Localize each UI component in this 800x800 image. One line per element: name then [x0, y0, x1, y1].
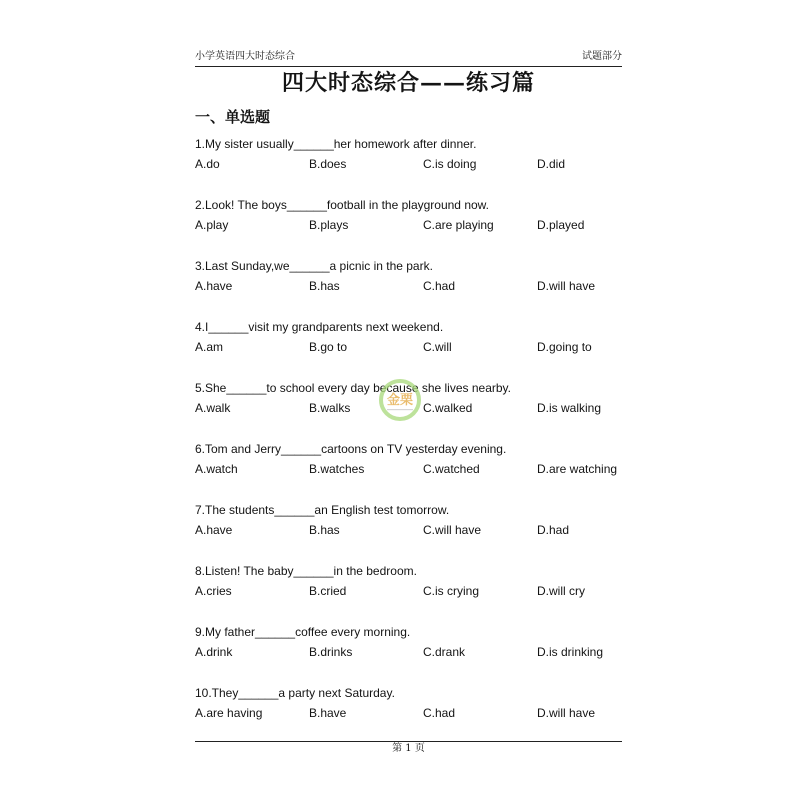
- option-a: A.are having: [195, 706, 263, 720]
- option-a: A.do: [195, 157, 220, 171]
- question-2: [195, 195, 635, 256]
- question-stem: 9.My father______coffee every morning.: [195, 625, 411, 639]
- options-row: [195, 337, 635, 357]
- section-heading: 一、单选题: [195, 108, 271, 126]
- option-b: B.does: [309, 157, 347, 171]
- option-c: C.is crying: [423, 584, 480, 598]
- option-b: B.have: [309, 706, 347, 720]
- option-a: A.have: [195, 279, 233, 293]
- option-a: A.walk: [195, 401, 231, 415]
- option-a: A.cries: [195, 584, 232, 598]
- question-9: [195, 622, 635, 683]
- question-stem: 5.She______to school every day because she lives nearby.: [195, 381, 511, 395]
- question-10: [195, 683, 635, 744]
- option-a: A.play: [195, 218, 229, 232]
- option-c: C.watched: [423, 462, 480, 476]
- option-a: A.have: [195, 523, 233, 537]
- question-stem: 7.The students______an English test tomorrow.: [195, 503, 450, 517]
- option-d: D.will cry: [537, 584, 585, 598]
- option-a: A.am: [195, 340, 224, 354]
- header-left-text: 小学英语四大时态综合: [195, 51, 295, 62]
- options-row: [195, 459, 635, 479]
- options-row: [195, 276, 635, 296]
- question-list: [195, 134, 635, 744]
- question-stem: 8.Listen! The baby______in the bedroom.: [195, 564, 417, 578]
- option-c: C.had: [423, 706, 456, 720]
- option-b: B.has: [309, 523, 340, 537]
- option-c: C.will: [423, 340, 452, 354]
- question-stem: 4.I______visit my grandparents next weekend.: [195, 320, 444, 334]
- question-7: [195, 500, 635, 561]
- question-stem: 10.They______a party next Saturday.: [195, 686, 395, 700]
- option-a: A.drink: [195, 645, 233, 659]
- option-c: C.drank: [423, 645, 466, 659]
- option-b: B.has: [309, 279, 340, 293]
- options-row: [195, 520, 635, 540]
- option-b: B.drinks: [309, 645, 353, 659]
- options-row: [195, 581, 635, 601]
- logo-text: 金栗: [386, 393, 414, 408]
- option-b: B.watches: [309, 462, 365, 476]
- watermark-logo-icon: [375, 378, 425, 424]
- header-right-text: 试题部分: [582, 51, 622, 62]
- option-d: D.played: [537, 218, 585, 232]
- logo-subtext-line: [387, 409, 413, 410]
- option-d: D.is walking: [537, 401, 602, 415]
- option-d: D.did: [537, 157, 566, 171]
- page-title: 四大时态综合——练习篇: [281, 70, 535, 96]
- options-row: [195, 215, 635, 235]
- question-stem: 6.Tom and Jerry______cartoons on TV yesterday evening.: [195, 442, 507, 456]
- question-1: [195, 134, 635, 195]
- question-stem: 3.Last Sunday,we______a picnic in the park.: [195, 259, 433, 273]
- question-8: [195, 561, 635, 622]
- option-b: B.go to: [309, 340, 348, 354]
- question-stem: 1.My sister usually______her homework after dinner.: [195, 137, 477, 151]
- options-row: [195, 642, 635, 662]
- question-6: [195, 439, 635, 500]
- question-4: [195, 317, 635, 378]
- question-stem: 2.Look! The boys______football in the playground now.: [195, 198, 489, 212]
- options-row: [195, 703, 635, 723]
- question-3: [195, 256, 635, 317]
- option-d: D.is drinking: [537, 645, 604, 659]
- option-b: B.plays: [309, 218, 349, 232]
- page-number: 第 1 页: [392, 743, 425, 754]
- option-c: C.had: [423, 279, 456, 293]
- option-c: C.will have: [423, 523, 482, 537]
- option-d: D.will have: [537, 279, 596, 293]
- option-c: C.is doing: [423, 157, 477, 171]
- footer-divider: [195, 741, 622, 742]
- option-b: B.cried: [309, 584, 347, 598]
- option-d: D.are watching: [537, 462, 618, 476]
- option-a: A.watch: [195, 462, 238, 476]
- header-divider: [195, 66, 622, 67]
- option-c: C.walked: [423, 401, 473, 415]
- option-c: C.are playing: [423, 218, 494, 232]
- options-row: [195, 154, 635, 174]
- option-d: D.going to: [537, 340, 592, 354]
- option-b: B.walks: [309, 401, 351, 415]
- option-d: D.will have: [537, 706, 596, 720]
- option-d: D.had: [537, 523, 570, 537]
